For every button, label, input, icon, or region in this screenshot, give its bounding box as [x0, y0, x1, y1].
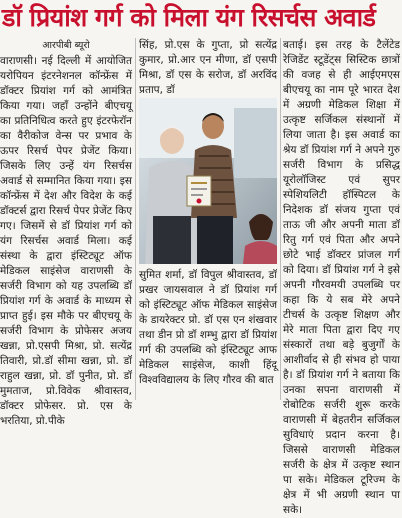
article-column-3: [283, 38, 400, 516]
column-2-bottom-text: सुमित शर्मा, डॉ विपुल श्रीवास्तव, डॉ प्रखर जायसवाल ने डॉ प्रियांश गर्ग को इंस्टिट्यूट ऑफ मेडिकल साइंसेज के डायरेक्टर प्रो. डॉ एस एन शंखवार तथा डीन प्रो डॉ शम्भु द्वारा डॉ प्रियांश गर्ग की उपलब्धि को इंस्टिट्यूट आफ मेडिकल साइंसेज, काशी हिंदू विश्वविद्यालय के लिए गौरव की बात: [139, 269, 277, 386]
column-divider: [135, 38, 136, 400]
article-column-2-bottom: [139, 268, 277, 400]
award-photo: [139, 98, 277, 264]
column-2-top-text: सिंह, प्रो.एस के गुप्ता, प्रो सत्येंद्र कुमार, प्रो.आर एन मीणा, डॉ एसपी मिश्रा, डॉ एस के सरोज, डॉ अरविंद प्रताप, डॉ: [139, 39, 277, 96]
article-column-1: [0, 38, 132, 427]
headline: डॉ प्रियांश गर्ग को मिला यंग रिसर्चस अवार्ड: [2, 3, 376, 32]
column-3-text: बताई। इस तरह के टैलेंटेड रेजिडेंट स्टूडेंट्स सिस्टिक छात्रों की वजह से ही आईएमएस बीएचयू का नाम पूरे भारत देश में अग्रणी मेडिकल शिक्षा में उत्कृष्ट सर्जिकल संस्थानों में लिया जाता है। इस अवार्ड का श्रेय डॉ प्रियांश गर्ग ने अपने गुरु सर्जरी विभाग के प्रसिद्ध यूरोलॉजिस्ट एवं सुपर स्पेशियलिटी हॉस्पिटल के निदेशक डॉ संजय गुप्ता एवं ताऊ जी और अपनी माता डॉ रितु गर्ग एवं पिता और अपने छोटे भाई डॉक्टर प्रांजल गर्ग को दिया। डॉ प्रियांश गर्ग ने इसे अपनी गौरवमयी उपलब्धि पर कहा कि ये सब मेरे अपने टीचर्स के उत्कृष्ट शिक्षण और मेरे माता पिता द्वारा दिए गए संस्कारों तथा बड़े बुजुर्गों के आशीर्वाद से ही संभव हो पाया है। डॉ प्रियांश गर्ग ने बताया कि उनका सपना वाराणसी में रोबोटिक सर्जरी शुरू करके वाराणसी में बेहतरीन सर्जिकल सुविधाएं प्रदान करना है। जिससे वाराणसी मेडिकल सर्जरी के क्षेत्र में उत्कृष्ट स्थान पा सके। मेडिकल टूरिज्म के क्षेत्र में भी अग्रणी स्थान पा सके।: [283, 39, 400, 516]
byline: आरपीबी ब्यूरो: [42, 40, 90, 51]
column-1-text: वाराणसी। नई दिल्ली में आयोजित यरोपियन इंटरनेशनल कॉन्फ्रेंस में डॉक्टर प्रियांश गर्ग को आमंत्रित किया गया। जहाँ उन्होंने बीएचयू का प्रतिनिधित्व करते हुए इंटरफेरॉन का वैरीकोज वेन्स पर प्रभाव के ऊपर रिसर्च पेपर प्रेजेंट किया। जिसके लिए उन्हें यंग रिसर्चस अवार्ड से सम्मानित किया गया। इस कॉन्फ्रेंस में देश और विदेश के कई डॉक्टर्स द्वारा रिसर्च पेपर प्रेजेंट किए गए। जिसमें से डॉ प्रियांश गर्ग को यंग रिसर्चस अवार्ड मिला। कई संस्था के द्वारा इंस्टिट्यूट ऑफ मेडिकल साइंसेज वाराणसी के सर्जरी विभाग को यह उपलब्धि डॉ प्रियांश गर्ग के अवार्ड के माध्यम से प्राप्त हुई। इस मौके पर बीएचयू के सर्जरी विभाग के प्रोफेसर अजय खन्ना, प्रो.एसपी मिश्रा, प्रो. सत्येंद्र तिवारी, प्रो.डॉ सीमा खन्ना, प्रो. डॉ राहुल खन्ना, प्रो. डॉ पुनीत, प्रो. डॉ मुमताज, प्रो.विवेक श्रीवास्तव, डॉक्टर प्रोफेसर. प्रो. एस के भरतिया, प्रो.पीके: [0, 55, 132, 427]
article-column-2-top: [139, 38, 277, 96]
column-divider: [280, 38, 281, 400]
